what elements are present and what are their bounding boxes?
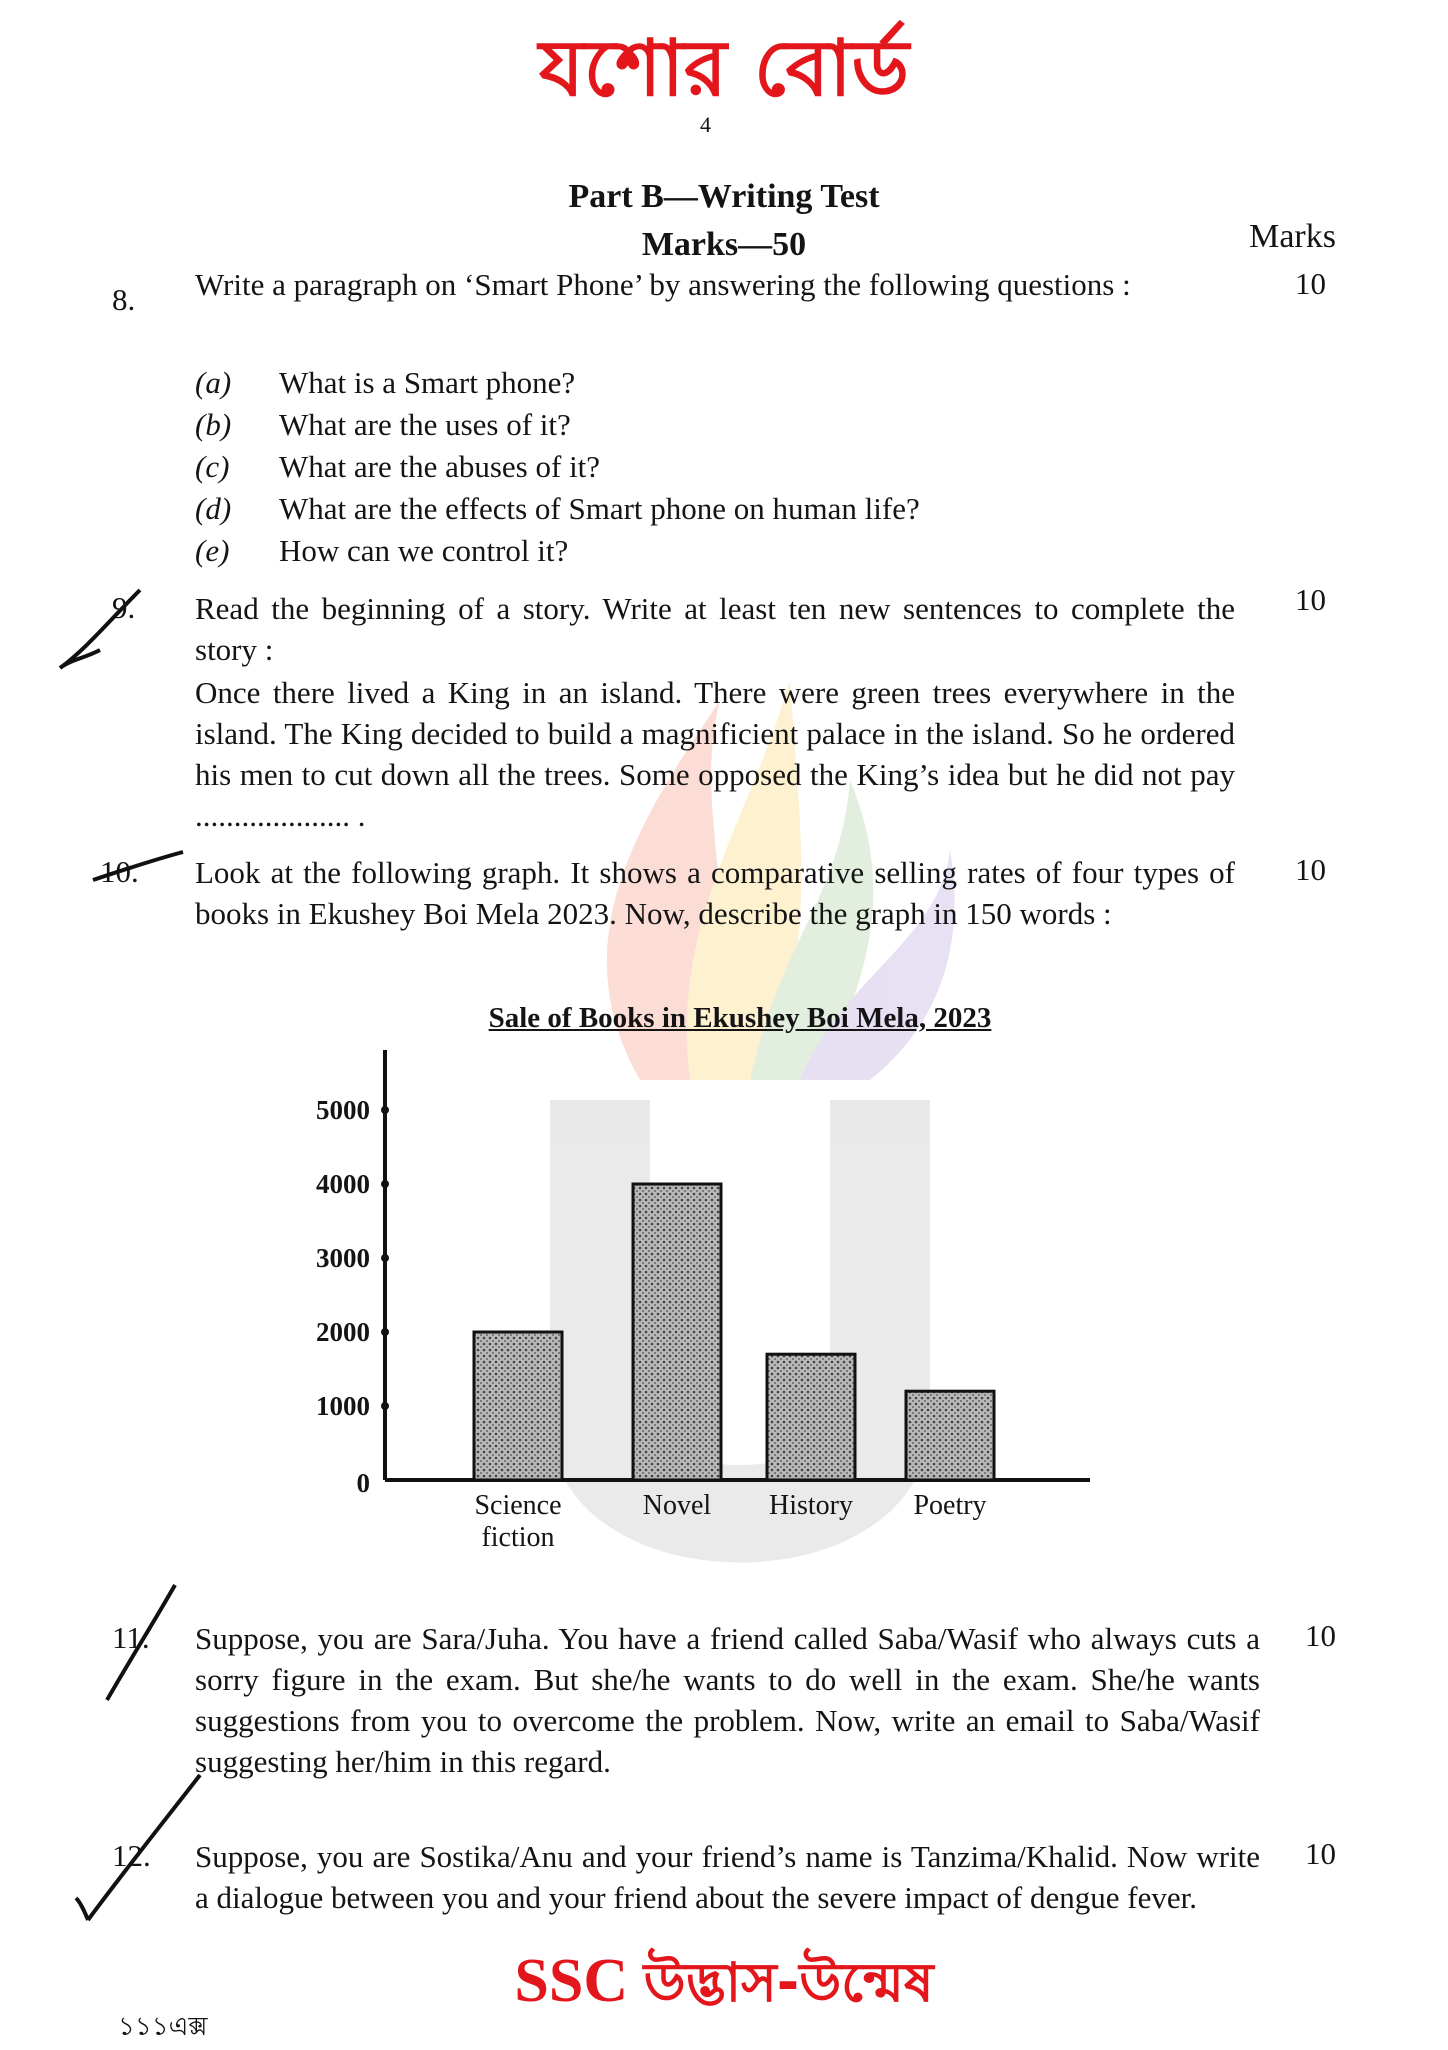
subquestion-text: What are the effects of Smart phone on human life? xyxy=(279,491,920,526)
question-text-11: Suppose, you are Sara/Juha. You have a friend called Saba/Wasif who always cuts a sorry figure in the exam. But she/he wants to do well in the exam. She/he wants suggestions from you to overcome the problem. Now, write an email to Saba/Wasif suggesting her/him in this regard. xyxy=(195,1621,1260,1779)
bar-chart xyxy=(260,1030,1120,1570)
question-marks-9: 10 xyxy=(1295,582,1326,617)
y-tick-label: 5000 xyxy=(316,1095,370,1125)
subquestion xyxy=(195,446,1235,488)
y-tick-label: 4000 xyxy=(316,1169,370,1199)
subquestion-text: How can we control it? xyxy=(279,533,569,568)
y-tick-label: 3000 xyxy=(316,1243,370,1273)
question-number-10: 10. xyxy=(100,854,139,889)
subquestion-text: What are the abuses of it? xyxy=(279,449,601,484)
question-8-subquestions xyxy=(195,362,1235,572)
question-marks-8: 10 xyxy=(1295,266,1326,301)
subquestion xyxy=(195,530,1235,572)
subquestion xyxy=(195,404,1235,446)
x-category-label: fiction xyxy=(481,1522,555,1553)
bar xyxy=(474,1332,562,1480)
bar xyxy=(767,1354,855,1480)
question-number-12: 12. xyxy=(112,1838,151,1873)
subquestion-label: (b) xyxy=(195,407,232,442)
y-tick-label: 2000 xyxy=(316,1317,370,1347)
subquestion-label: (c) xyxy=(195,449,230,484)
question-number-9: 9. xyxy=(112,590,136,625)
subquestion-text: What is a Smart phone? xyxy=(279,365,576,400)
subquestion xyxy=(195,362,1235,404)
y-tick-mark xyxy=(381,1402,389,1410)
story-beginning: Once there lived a King in an island. There were green trees everywhere in the island. The King decided to build a magnificient palace in the island. So he ordered his men to cut down all the trees. Some opposed the King’s idea but he did not pay .................... . xyxy=(195,675,1235,833)
page-code: ১১১এক্স xyxy=(118,2012,208,2042)
question-number-11: 11. xyxy=(112,1620,150,1655)
footer-title-latin: SSC xyxy=(514,1947,629,2015)
question-text-10: Look at the following graph. It shows a comparative selling rates of four types of books in Ekushey Boi Mela 2023. Now, describe the graph in 150 words : xyxy=(195,855,1235,931)
y-tick-mark xyxy=(381,1106,389,1114)
y-tick-mark xyxy=(381,1180,389,1188)
part-heading: Part B—Writing Test xyxy=(568,178,880,215)
y-tick-mark xyxy=(381,1254,389,1262)
x-category-label: Poetry xyxy=(913,1490,987,1521)
subquestion-label: (e) xyxy=(195,533,230,568)
question-text-8: Write a paragraph on ‘Smart Phone’ by answering the following questions : xyxy=(195,267,1131,302)
x-category-label: History xyxy=(769,1490,853,1521)
marks-column-heading: Marks xyxy=(1249,218,1336,255)
chart-title: Sale of Books in Ekushey Boi Mela, 2023 xyxy=(488,1002,992,1034)
page-number: 4 xyxy=(700,112,711,137)
question-marks-10: 10 xyxy=(1295,852,1326,887)
question-marks-11: 10 xyxy=(1305,1618,1336,1653)
subquestion-text: What are the uses of it? xyxy=(279,407,571,442)
bar xyxy=(906,1391,994,1480)
board-title: যশোর বোর্ড xyxy=(538,24,910,114)
y-tick-mark xyxy=(381,1328,389,1336)
question-number-8: 8. xyxy=(112,282,136,317)
y-tick-label: 1000 xyxy=(316,1391,370,1421)
y-tick-label: 0 xyxy=(356,1468,370,1498)
x-category-label: Science xyxy=(474,1490,562,1521)
subquestion xyxy=(195,488,1235,530)
question-text-12: Suppose, you are Sostika/Anu and your friend’s name is Tanzima/Khalid. Now write a dialogue between you and your friend about the severe impact of dengue fever. xyxy=(195,1839,1260,1915)
footer-title-bengali: উদ্ভাস-উন্মেষ xyxy=(643,1951,934,2014)
question-marks-12: 10 xyxy=(1305,1836,1336,1871)
pen-tick-mark xyxy=(50,580,170,680)
footer-title xyxy=(0,1947,1448,2015)
subquestion-label: (d) xyxy=(195,491,232,526)
x-category-label: Novel xyxy=(642,1490,712,1521)
total-marks: Marks—50 xyxy=(641,226,807,263)
question-text-9: Read the beginning of a story. Write at least ten new sentences to complete the story : xyxy=(195,591,1235,667)
subquestion-label: (a) xyxy=(195,365,232,400)
bar xyxy=(633,1184,721,1480)
